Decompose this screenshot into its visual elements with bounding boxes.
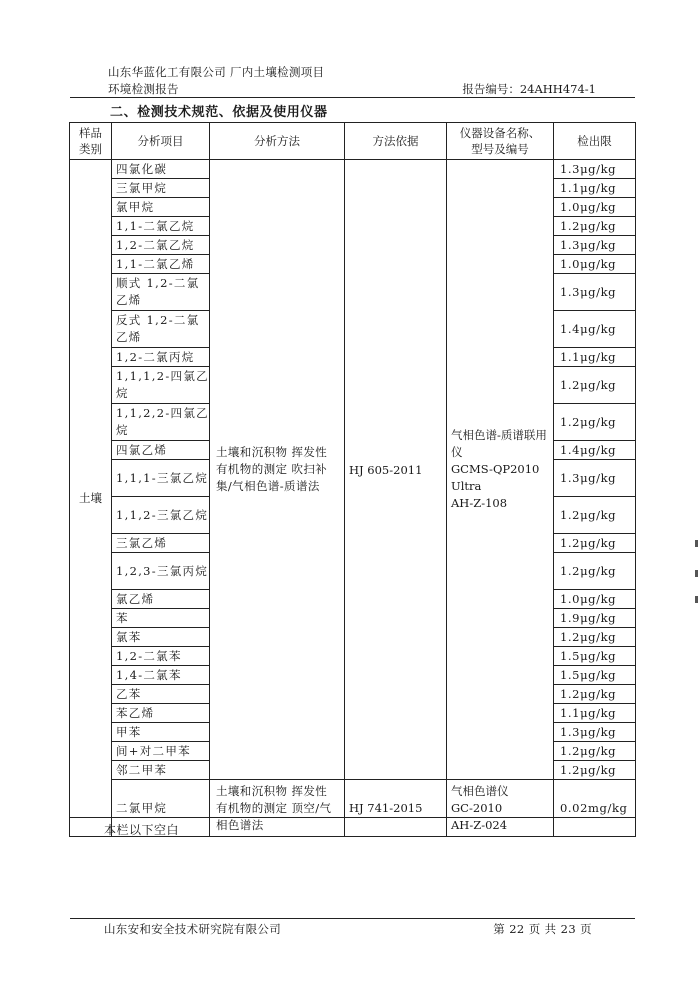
analysis-item: 三氯乙烯 (112, 534, 210, 553)
detection-limit: 1.2μg/kg (554, 553, 636, 590)
detection-limit: 1.4μg/kg (554, 311, 636, 348)
detection-limit: 1.2μg/kg (554, 761, 636, 780)
analysis-item: 1,1,1,2-四氯乙烷 (112, 367, 210, 404)
analysis-item: 苯 (112, 609, 210, 628)
header-category: 样品 类别 (70, 123, 112, 160)
detection-limit: 1.1μg/kg (554, 179, 636, 198)
analysis-item: 1,2-二氯苯 (112, 647, 210, 666)
analysis-item: 1,1,2-三氯乙烷 (112, 497, 210, 534)
analysis-method: 土壤和沉积物 挥发性有机物的测定 顶空/气相色谱法 (210, 780, 345, 837)
footer-page-number: 第 22 页 共 23 页 (493, 922, 592, 936)
analysis-item: 三氯甲烷 (112, 179, 210, 198)
analysis-item: 反式 1,2-二氯乙烯 (112, 311, 210, 348)
analysis-item: 1,1,1-三氯乙烷 (112, 460, 210, 497)
detection-limit: 1.0μg/kg (554, 255, 636, 274)
detection-limit: 1.2μg/kg (554, 628, 636, 647)
detection-limit: 1.2μg/kg (554, 217, 636, 236)
header-company-project: 山东华蓝化工有限公司 厂内土壤检测项目 (108, 65, 325, 79)
detection-limit: 1.4μg/kg (554, 441, 636, 460)
detection-limit: 1.3μg/kg (554, 274, 636, 311)
report-number: 报告编号：24AHH474-1 (462, 82, 596, 96)
footer-company: 山东安和安全技术研究院有限公司 (104, 922, 281, 936)
analysis-method: 土壤和沉积物 挥发性有机物的测定 吹扫补集/气相色谱-质谱法 (210, 160, 345, 780)
detection-limit: 1.1μg/kg (554, 704, 636, 723)
detection-limit: 1.2μg/kg (554, 404, 636, 441)
detection-limit: 1.3μg/kg (554, 723, 636, 742)
analysis-item: 顺式 1,2-二氯乙烯 (112, 274, 210, 311)
detection-limit: 1.0μg/kg (554, 590, 636, 609)
edge-mark (695, 540, 698, 547)
detection-limit: 1.5μg/kg (554, 647, 636, 666)
header-limit: 检出限 (554, 123, 636, 160)
analysis-item: 氯苯 (112, 628, 210, 647)
analysis-item: 1,2-二氯丙烷 (112, 348, 210, 367)
analysis-item: 氯乙烯 (112, 590, 210, 609)
sample-category: 土壤 (70, 160, 112, 837)
method-basis: HJ 605-2011 (345, 160, 447, 780)
detection-limit: 0.02mg/kg (554, 780, 636, 837)
analysis-item: 1,2,3-三氯丙烷 (112, 553, 210, 590)
detection-limit: 1.2μg/kg (554, 534, 636, 553)
instrument-table (69, 122, 636, 837)
header-method: 分析方法 (210, 123, 345, 160)
equipment-info: 气相色谱-质谱联用仪 GCMS-QP2010 Ultra AH-Z-108 (447, 160, 554, 780)
header-report-type: 环境检测报告 (108, 82, 179, 96)
analysis-item: 四氯乙烯 (112, 441, 210, 460)
analysis-item: 1,4-二氯苯 (112, 666, 210, 685)
section-title: 二、检测技术规范、依据及使用仪器 (110, 105, 328, 120)
header-divider (70, 97, 635, 98)
detection-limit: 1.2μg/kg (554, 685, 636, 704)
analysis-item: 乙苯 (112, 685, 210, 704)
edge-mark (695, 570, 698, 577)
analysis-item: 氯甲烷 (112, 198, 210, 217)
analysis-item: 1,1-二氯乙烯 (112, 255, 210, 274)
analysis-item: 二氯甲烷 (112, 780, 210, 837)
edge-mark (695, 596, 698, 603)
detection-limit: 1.1μg/kg (554, 348, 636, 367)
detection-limit: 1.2μg/kg (554, 367, 636, 404)
analysis-item: 四氯化碳 (112, 160, 210, 179)
footer-divider (70, 918, 635, 919)
detection-limit: 1.5μg/kg (554, 666, 636, 685)
analysis-item: 1,2-二氯乙烷 (112, 236, 210, 255)
method-basis: HJ 741-2015 (345, 780, 447, 837)
detection-limit: 1.3μg/kg (554, 236, 636, 255)
table-header-row (70, 123, 636, 160)
analysis-item: 甲苯 (112, 723, 210, 742)
analysis-item: 1,1-二氯乙烷 (112, 217, 210, 236)
blank-below-note: 本栏以下空白 (104, 823, 180, 837)
header-equipment: 仪器设备名称、 型号及编号 (447, 123, 554, 160)
detection-limit: 1.9μg/kg (554, 609, 636, 628)
analysis-item: 邻二甲苯 (112, 761, 210, 780)
analysis-item: 苯乙烯 (112, 704, 210, 723)
detection-limit: 1.0μg/kg (554, 198, 636, 217)
detection-limit: 1.3μg/kg (554, 160, 636, 179)
detection-limit: 1.3μg/kg (554, 460, 636, 497)
table-bottom-rule (69, 817, 635, 818)
analysis-item: 1,1,2,2-四氯乙烷 (112, 404, 210, 441)
equipment-info: 气相色谱仪 GC-2010 AH-Z-024 (447, 780, 554, 837)
analysis-item: 间+对二甲苯 (112, 742, 210, 761)
detection-limit: 1.2μg/kg (554, 497, 636, 534)
detection-limit: 1.2μg/kg (554, 742, 636, 761)
header-item: 分析项目 (112, 123, 210, 160)
table-row (70, 160, 636, 179)
header-basis: 方法依据 (345, 123, 447, 160)
